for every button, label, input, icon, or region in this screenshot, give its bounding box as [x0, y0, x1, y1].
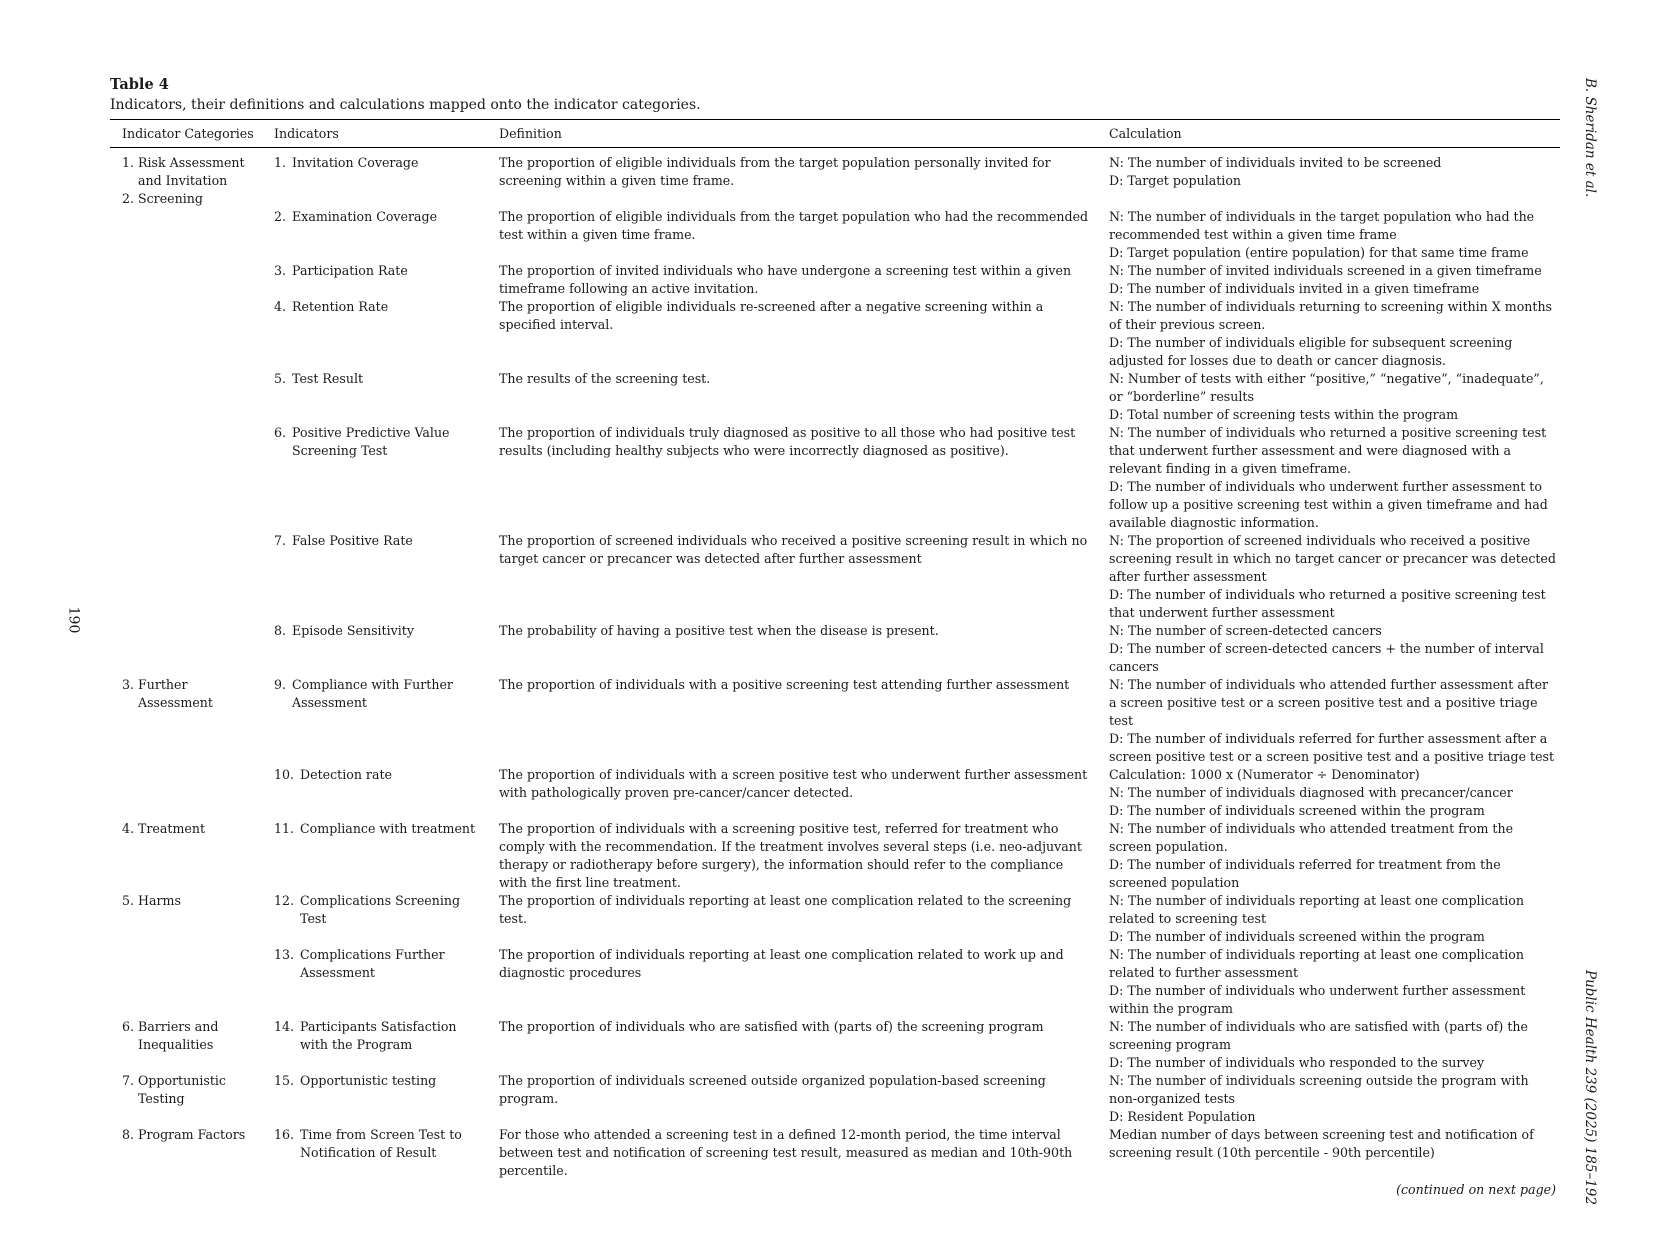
indicator-name: Invitation Coverage	[292, 155, 419, 170]
cell-indicator-category	[110, 208, 262, 262]
cell-indicator-category	[110, 676, 262, 766]
cell-calculation	[1097, 766, 1560, 820]
cell-calculation	[1097, 532, 1560, 622]
cell-indicator-category	[110, 1072, 262, 1126]
calculation-line: N: The number of individuals screening outside the program with non-organized tests	[1109, 1073, 1529, 1106]
indicator-name: Positive Predictive Value Screening Test	[292, 425, 450, 458]
cell-calculation	[1097, 262, 1560, 298]
calculation-line: N: The number of individuals who are satisfied with (parts of) the screening program	[1109, 1019, 1528, 1052]
calculation-line: N: The number of individuals reporting at least one complication related to screening test	[1109, 893, 1524, 926]
indicator-name: Time from Screen Test to Notification of Result	[300, 1127, 462, 1160]
cell-indicator	[262, 370, 487, 424]
indicator-name: Examination Coverage	[292, 209, 438, 224]
category-name: Further Assessment	[138, 677, 213, 710]
cell-definition: The proportion of eligible individuals from the target population who had the recommended test within a given time frame.	[499, 209, 1089, 242]
cell-indicator-category	[110, 892, 262, 946]
table-body	[110, 148, 1560, 1181]
cell-indicator-category	[110, 148, 262, 209]
cell-indicator	[262, 532, 487, 622]
indicator-name: Compliance with treatment	[300, 821, 476, 836]
indicator-category	[122, 1126, 258, 1144]
cell-calculation	[1097, 208, 1560, 262]
calculation-line: D: The number of screen-detected cancers + the number of interval cancers	[1109, 641, 1544, 674]
cell-indicator	[262, 424, 487, 532]
cell-indicator-category	[110, 622, 262, 676]
indicator-number: 1.	[274, 155, 287, 170]
table-row	[110, 946, 1560, 1018]
table-block	[110, 76, 1560, 1202]
indicator-name: Test Result	[292, 371, 364, 386]
indicator-name: Complications Further Assessment	[300, 947, 445, 980]
indicator-category	[122, 892, 258, 910]
indicator-name: Retention Rate	[292, 299, 389, 314]
cell-definition: The proportion of eligible individuals from the target population personally invited for screening within a given time frame.	[499, 155, 1051, 188]
category-name: Treatment	[138, 821, 206, 836]
indicator-number: 11.	[274, 821, 295, 836]
indicator-number: 14.	[274, 1019, 295, 1034]
cell-indicator	[262, 766, 487, 820]
cell-indicator-category	[110, 424, 262, 532]
table-caption: Indicators, their definitions and calculations mapped onto the indicator categories.	[110, 97, 701, 113]
cell-indicator-category	[110, 532, 262, 622]
indicator-name: Compliance with Further Assessment	[292, 677, 453, 710]
indicator-name: Participants Satisfaction with the Program	[300, 1019, 457, 1052]
calculation-line: D: The number of individuals who underwent further assessment within the program	[1109, 983, 1526, 1016]
cell-indicator	[262, 820, 487, 892]
indicator-number: 13.	[274, 947, 295, 962]
calculation-line: D: The number of individuals screened within the program	[1109, 929, 1485, 944]
calculation-line: D: Target population	[1109, 173, 1242, 188]
calculation-line: D: The number of individuals who returned a positive screening test that underwent further assessment	[1109, 587, 1546, 620]
calculation-line: N: Number of tests with either “positive,” “negative”, “inadequate”, or “borderline” results	[1109, 371, 1544, 404]
category-number: 7.	[122, 1073, 135, 1088]
indicator-table	[110, 119, 1560, 1180]
cell-indicator-category	[110, 946, 262, 1018]
indicator-number: 9.	[274, 677, 287, 692]
calculation-line: D: Target population (entire population) for that same time frame	[1109, 245, 1529, 260]
category-name: Opportunistic Testing	[138, 1073, 226, 1106]
category-number: 5.	[122, 893, 135, 908]
category-number: 4.	[122, 821, 135, 836]
table-row	[110, 1072, 1560, 1126]
indicator-number: 6.	[274, 425, 287, 440]
cell-indicator	[262, 1072, 487, 1126]
calculation-line: Calculation: 1000 x (Numerator ÷ Denominator)	[1109, 767, 1420, 782]
calculation-line: D: The number of individuals screened within the program	[1109, 803, 1485, 818]
cell-indicator	[262, 946, 487, 1018]
cell-calculation	[1097, 892, 1560, 946]
category-name: Harms	[138, 893, 181, 908]
cell-definition: The proportion of eligible individuals re-screened after a negative screening within a specified interval.	[499, 299, 1044, 332]
cell-indicator	[262, 1018, 487, 1072]
cell-definition: The proportion of individuals with a positive screening test attending further assessment	[499, 677, 1070, 692]
cell-definition: The proportion of individuals with a screening positive test, referred for treatment who comply with the recommendation. If the treatment involves several steps (i.e. neo-adjuvant therapy or radiotherapy before surgery), the information should refer to the compliance with the first line treatment.	[499, 821, 1082, 890]
table-row	[110, 298, 1560, 370]
cell-calculation	[1097, 946, 1560, 1018]
indicator-number: 7.	[274, 533, 287, 548]
calculation-line: N: The proportion of screened individuals who received a positive screening result in which no target cancer or precancer was detected after further assessment	[1109, 533, 1556, 584]
table-row	[110, 676, 1560, 766]
indicator-number: 12.	[274, 893, 295, 908]
indicator-name: False Positive Rate	[292, 533, 413, 548]
header-definition: Definition	[487, 120, 1097, 148]
calculation-line: N: The number of individuals who returned a positive screening test that underwent further assessment and were diagnosed with a relevant finding in a given timeframe.	[1109, 425, 1547, 476]
cell-definition: The proportion of invited individuals who have undergone a screening test within a given timeframe following an active invitation.	[499, 263, 1072, 296]
indicator-name: Participation Rate	[292, 263, 408, 278]
calculation-line: D: Total number of screening tests within the program	[1109, 407, 1459, 422]
header-indicators: Indicators	[262, 120, 487, 148]
cell-calculation	[1097, 1072, 1560, 1126]
cell-calculation	[1097, 298, 1560, 370]
calculation-line: D: The number of individuals who underwent further assessment to follow up a positive screening test within a given timeframe and had available diagnostic information.	[1109, 479, 1548, 530]
cell-indicator	[262, 892, 487, 946]
indicator-name: Complications Screening Test	[300, 893, 461, 926]
category-name: Barriers and Inequalities	[138, 1019, 219, 1052]
cell-indicator-category	[110, 1126, 262, 1180]
calculation-line: N: The number of individuals diagnosed with precancer/cancer	[1109, 785, 1513, 800]
cell-indicator	[262, 622, 487, 676]
calculation-line: N: The number of screen-detected cancers	[1109, 623, 1382, 638]
calculation-line: N: The number of individuals returning to screening within X months of their previous screen.	[1109, 299, 1553, 332]
table-row	[110, 766, 1560, 820]
table-row	[110, 820, 1560, 892]
header-calculation: Calculation	[1097, 120, 1560, 148]
table-row	[110, 370, 1560, 424]
category-name: Program Factors	[138, 1127, 246, 1142]
calculation-line: N: The number of individuals invited to be screened	[1109, 155, 1442, 170]
calculation-line: N: The number of individuals in the target population who had the recommended test within a given time frame	[1109, 209, 1535, 242]
calculation-line: D: Resident Population	[1109, 1109, 1256, 1124]
category-number: 6.	[122, 1019, 135, 1034]
cell-definition: The results of the screening test.	[499, 371, 711, 386]
category-number: 8.	[122, 1127, 135, 1142]
indicator-name: Opportunistic testing	[300, 1073, 437, 1088]
calculation-line: N: The number of individuals who attended further assessment after a screen positive test or a screen positive test and a positive triage test	[1109, 677, 1549, 728]
continued-note: (continued on next page)	[1396, 1182, 1556, 1197]
cell-definition: The proportion of screened individuals who received a positive screening result in which no target cancer or precancer was detected after further assessment	[499, 533, 1088, 566]
cell-definition: The proportion of individuals reporting at least one complication related to work up and diagnostic procedures	[499, 947, 1064, 980]
cell-indicator	[262, 1126, 487, 1180]
cell-definition: The probability of having a positive test when the disease is present.	[499, 623, 939, 638]
category-number: 3.	[122, 677, 135, 692]
running-head-author: B. Sheridan et al.	[1582, 78, 1598, 198]
table-row	[110, 424, 1560, 532]
indicator-number: 4.	[274, 299, 287, 314]
category-number: 2.	[122, 191, 135, 206]
calculation-line: D: The number of individuals referred for treatment from the screened population	[1109, 857, 1501, 890]
indicator-category	[122, 190, 258, 208]
indicator-category	[122, 154, 258, 190]
header-indicator-categories: Indicator Categories	[110, 120, 262, 148]
table-label: Table 4	[110, 76, 169, 93]
running-head-journal: Public Health 239 (2025) 185–192	[1582, 970, 1598, 1205]
calculation-line: D: The number of individuals referred for further assessment after a screen positive test or a screen positive test and a positive triage test	[1109, 731, 1555, 764]
cell-definition: The proportion of individuals who are satisfied with (parts of) the screening program	[499, 1019, 1044, 1034]
table-row	[110, 532, 1560, 622]
cell-indicator-category	[110, 1018, 262, 1072]
indicator-number: 5.	[274, 371, 287, 386]
calculation-line: D: The number of individuals who responded to the survey	[1109, 1055, 1485, 1070]
table-header-row	[110, 120, 1560, 148]
indicator-category	[122, 820, 258, 838]
cell-calculation	[1097, 424, 1560, 532]
calculation-line: N: The number of individuals reporting at least one complication related to further assessment	[1109, 947, 1524, 980]
indicator-category	[122, 1018, 258, 1054]
indicator-category	[122, 676, 258, 712]
category-name: Screening	[138, 191, 203, 206]
table-row	[110, 622, 1560, 676]
cell-calculation	[1097, 622, 1560, 676]
category-name: Risk Assessment and Invitation	[138, 155, 245, 188]
page-number: 190	[65, 606, 82, 634]
cell-indicator-category	[110, 298, 262, 370]
cell-definition: The proportion of individuals reporting at least one complication related to the screening test.	[499, 893, 1072, 926]
indicator-name: Episode Sensitivity	[292, 623, 414, 638]
cell-indicator	[262, 262, 487, 298]
cell-calculation	[1097, 1126, 1560, 1180]
indicator-name: Detection rate	[300, 767, 392, 782]
cell-calculation	[1097, 820, 1560, 892]
cell-indicator	[262, 676, 487, 766]
cell-indicator-category	[110, 370, 262, 424]
cell-definition: For those who attended a screening test in a defined 12-month period, the time interval between test and notification of screening test result, measured as median and 10th-90th percentile.	[499, 1127, 1073, 1178]
cell-calculation	[1097, 1018, 1560, 1072]
calculation-line: N: The number of individuals who attended treatment from the screen population.	[1109, 821, 1514, 854]
table-row	[110, 1018, 1560, 1072]
cell-definition: The proportion of individuals screened outside organized population-based screening program.	[499, 1073, 1046, 1106]
indicator-number: 16.	[274, 1127, 295, 1142]
cell-indicator	[262, 208, 487, 262]
calculation-line: D: The number of individuals eligible for subsequent screening adjusted for losses due to death or cancer diagnosis.	[1109, 335, 1513, 368]
indicator-number: 2.	[274, 209, 287, 224]
table-row	[110, 148, 1560, 209]
indicator-number: 3.	[274, 263, 287, 278]
table-row	[110, 892, 1560, 946]
cell-calculation	[1097, 676, 1560, 766]
cell-definition: The proportion of individuals truly diagnosed as positive to all those who had positive test results (including healthy subjects who were incorrectly diagnosed as positive).	[499, 425, 1076, 458]
indicator-number: 10.	[274, 767, 295, 782]
category-number: 1.	[122, 155, 135, 170]
table-row	[110, 262, 1560, 298]
cell-indicator-category	[110, 820, 262, 892]
cell-indicator-category	[110, 766, 262, 820]
cell-indicator	[262, 298, 487, 370]
table-row	[110, 208, 1560, 262]
cell-calculation	[1097, 148, 1560, 209]
indicator-number: 8.	[274, 623, 287, 638]
cell-calculation	[1097, 370, 1560, 424]
cell-definition: The proportion of individuals with a screen positive test who underwent further assessment with pathologically proven pre-cancer/cancer detected.	[499, 767, 1088, 800]
calculation-line: D: The number of individuals invited in a given timeframe	[1109, 281, 1480, 296]
cell-indicator	[262, 148, 487, 209]
calculation-line: Median number of days between screening test and notification of screening result (10th percentile - 90th percentile)	[1109, 1127, 1534, 1160]
indicator-category	[122, 1072, 258, 1108]
calculation-line: N: The number of invited individuals screened in a given timeframe	[1109, 263, 1542, 278]
table-row	[110, 1126, 1560, 1180]
cell-indicator-category	[110, 262, 262, 298]
indicator-number: 15.	[274, 1073, 295, 1088]
